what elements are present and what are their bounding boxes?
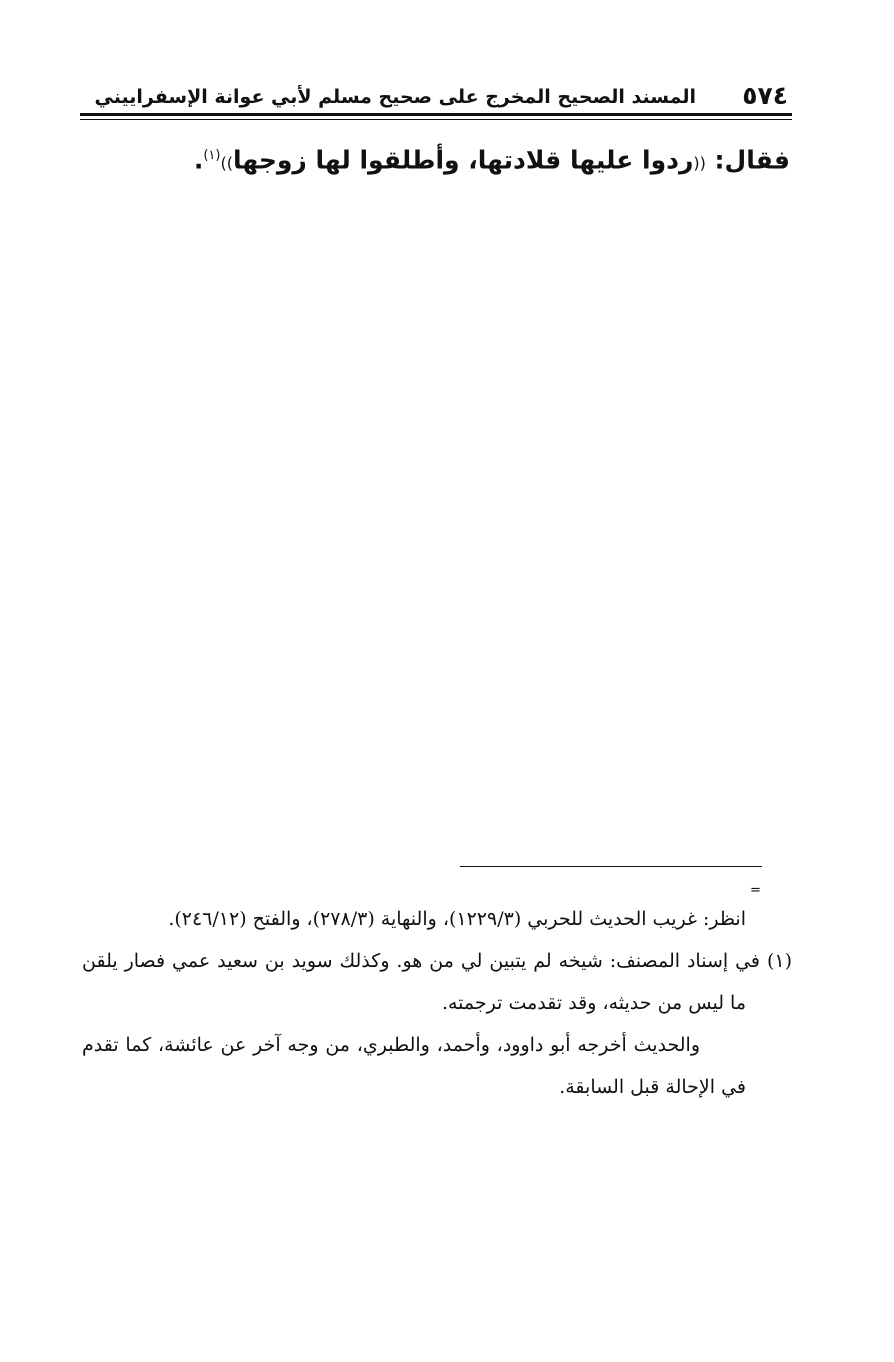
header-rule-thick	[80, 113, 792, 116]
footnote-separator	[460, 866, 762, 867]
main-text	[170, 134, 790, 185]
main-lead: فقال:	[705, 145, 790, 175]
footnote-reference: (١)	[203, 148, 221, 163]
running-title: المسند الصحيح المخرج على صحيح مسلم لأبي عوانة الإسفراييني	[94, 86, 696, 108]
footnote-1: (١) في إسناد المصنف: شيخه لم يتبين لي من هو. وكذلك سويد بن سعيد عمي فصار يلقن ما ليس من حديثه، وقد تقدمت ترجمته.	[82, 950, 792, 1014]
continuation-mark: =	[750, 883, 761, 898]
quote-open: ((	[693, 153, 706, 173]
quote-text: ردوا عليها قلادتها، وأطلقوا لها زوجها	[232, 145, 694, 175]
page-header	[80, 78, 792, 114]
header-rule-thin	[80, 119, 792, 120]
page-number: ٥٧٤	[742, 81, 788, 110]
footnote-continued: انظر: غريب الحديث للحربي (١٢٢٩/٣)، والنهاية (٢٧٨/٣)، والفتح (٢٤٦/١٢).	[168, 908, 746, 930]
end-punctuation: .	[193, 145, 204, 175]
footnote-1-continued: والحديث أخرجه أبو داوود، وأحمد، والطبري، من وجه آخر عن عائشة، كما تقدم في الإحالة قبل السابقة.	[82, 1034, 746, 1098]
quote-close: ))	[220, 153, 233, 173]
footnotes	[82, 898, 792, 1108]
